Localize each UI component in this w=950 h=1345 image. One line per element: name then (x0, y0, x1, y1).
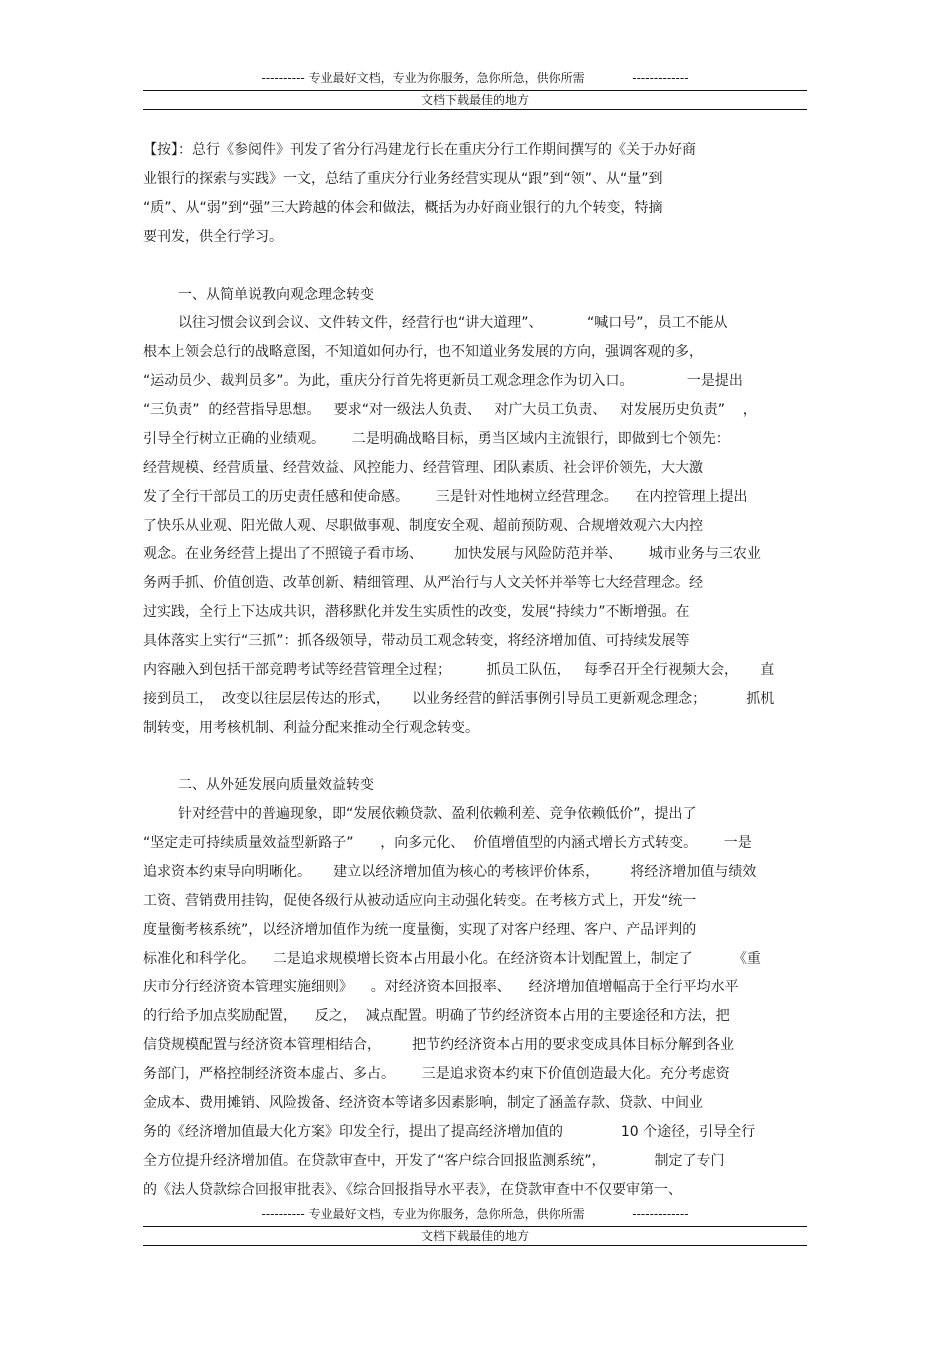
text-line: 经营规模、经营质量、经营效益、风控能力、经营管理、团队素质、社会评价领先，大大激 (143, 460, 703, 476)
footer-slogan-line (143, 1206, 807, 1222)
header-subtitle: 文档下载最佳的地方 (420, 93, 529, 107)
text-line: 要刊发，供全行学习。 (143, 229, 283, 245)
text-line: 了快乐从业观、阳光做人观、尽职做事观、制度安全观、超前预防观、合规增效观六大内控 (143, 518, 703, 534)
footer-subtitle: 文档下载最佳的地方 (420, 1229, 529, 1243)
text-line: 工资、营销费用挂钩，促使各级行从被动适应向主动强化转变。在考核方式上，开发“统一 (143, 893, 697, 909)
text-line: 务部门，严格控制经济资本虚占、多占。 三是追求资本约束下价值创造最大化。充分考虑资 (143, 1066, 730, 1082)
text-line: 具体落实上实行“三抓”：抓各级领导，带动员工观念转变，将经济增加值、可持续发展等 (143, 633, 690, 649)
header-left-dashes: ---------- (261, 71, 305, 85)
section-heading: 一、从简单说教向观念理念转变 (178, 287, 374, 303)
text-line: 内容融入到包括干部竞聘考试等经营管理全过程； 抓员工队伍， 每季召开全行视频大会， 直 (143, 662, 775, 678)
footer-right-dashes: ------------- (632, 1207, 689, 1221)
text-line: “坚定走可持续质量效益型新路子” ，向多元化、 价值增值型的内涵式增长方式转变。 一是 (143, 835, 752, 851)
text-line: 观念。在业务经营上提出了不照镜子看市场、 加快发展与风险防范并举、 城市业务与三农业 (143, 546, 761, 562)
text-line: 庆市分行经济资本管理实施细则》 。对经济资本回报率、 经济增加值增幅高于全行平均水平 (143, 979, 739, 995)
text-line: 标准化和科学化。 二是追求规模增长资本占用最小化。在经济资本计划配置上，制定了 《重 (143, 951, 761, 967)
text-line: 根本上领会总行的战略意图，不知道如何办行，也不知道业务发展的方向，强调客观的多， (143, 344, 703, 360)
text-line: 追求资本约束导向明晰化。 建立以经济增加值为核心的考核评价体系， 将经济增加值与绩效 (143, 864, 757, 880)
text-line: 业银行的探索与实践》一文，总结了重庆分行业务经营实现从“跟”到“领”、从“量”到 (143, 171, 663, 187)
text-line: 针对经营中的普遍现象，即“发展依赖贷款、盈利依赖利差、竞争依赖低价”，提出了 (178, 806, 697, 822)
text-line: 全方位提升经济增加值。在贷款审查中，开发了“客户综合回报监测系统”， 制定了专门 (143, 1153, 725, 1169)
footer-rule-bottom (143, 1245, 807, 1246)
text-line: 务两手抓、价值创造、改革创新、精细管理、从严治行与人文关怀并举等七大经营理念。经 (143, 575, 703, 591)
text-line: 引导全行树立正确的业绩观。 二是明确战略目标，勇当区域内主流银行，即做到七个领先： (143, 431, 730, 447)
text-line: “质”、从“弱”到“强”三大跨越的体会和做法，概括为办好商业银行的九个转变，特摘 (143, 200, 663, 216)
section-heading: 二、从外延发展向质量效益转变 (178, 777, 374, 793)
text-line: 接到员工， 改变以往层层传达的形式， 以业务经营的鲜活事例引导员工更新观念理念； 抓机 (143, 691, 775, 707)
header-slogan: 专业最好文档，专业为你服务，急你所急，供你所需 (308, 71, 585, 85)
text-line: 的行给予加点奖励配置， 反之， 减点配置。明确了节约经济资本占用的主要途径和方法，把 (143, 1008, 730, 1024)
text-line: “运动员少、裁判员多”。为此，重庆分行首先将更新员工观念理念作为切入口。 一是提出 (143, 373, 743, 389)
header-slogan-line (143, 70, 807, 86)
page-header (143, 70, 807, 110)
text-line: 制转变，用考核机制、利益分配来推动全行观念转变。 (143, 720, 479, 736)
text-line: 过实践，全行上下达成共识，潜移默化并发生实质性的改变，发展“持续力”不断增强。在 (143, 604, 690, 620)
text-line: 信贷规模配置与经济资本管理相结合， 把节约经济资本占用的要求变成具体目标分解到各业 (143, 1037, 735, 1053)
text-line: 金成本、费用摊销、风险拨备、经济资本等诸多因素影响，制定了涵盖存款、贷款、中间业 (143, 1095, 703, 1111)
text-line: “三负责” 的经营指导思想。 要求“对一级法人负责、 对广大员工负责、 对发展历史负责” ， (143, 402, 757, 418)
header-rule-bottom (143, 109, 807, 110)
text-line: 的《法人贷款综合回报审批表》、《综合回报指导水平表》，在贷款审查中不仅要审第一、 (143, 1182, 682, 1198)
text-line: 度量衡考核系统”，以经济增加值作为统一度量衡，实现了对客户经理、客户、产品评判的 (143, 922, 697, 938)
footer-left-dashes: ---------- (261, 1207, 305, 1221)
footer-slogan: 专业最好文档，专业为你服务，急你所急，供你所需 (308, 1207, 585, 1221)
page-footer (143, 1206, 807, 1246)
text-line: 务的《经济增加值最大化方案》印发全行，提出了提高经济增加值的 10 个途径，引导全行 (143, 1124, 756, 1140)
text-line: 【按】：总行《参阅件》刊发了省分行冯建龙行长在重庆分行工作期间撰写的《关于办好商 (143, 142, 696, 158)
header-right-dashes: ------------- (632, 71, 689, 85)
text-line: 发了全行干部员工的历史责任感和使命感。 三是针对性地树立经营理念。 在内控管理上提出 (143, 489, 748, 505)
text-line: 以往习惯会议到会议、文件转文件，经营行也“讲大道理”、 “喊口号”，员工不能从 (178, 315, 728, 331)
